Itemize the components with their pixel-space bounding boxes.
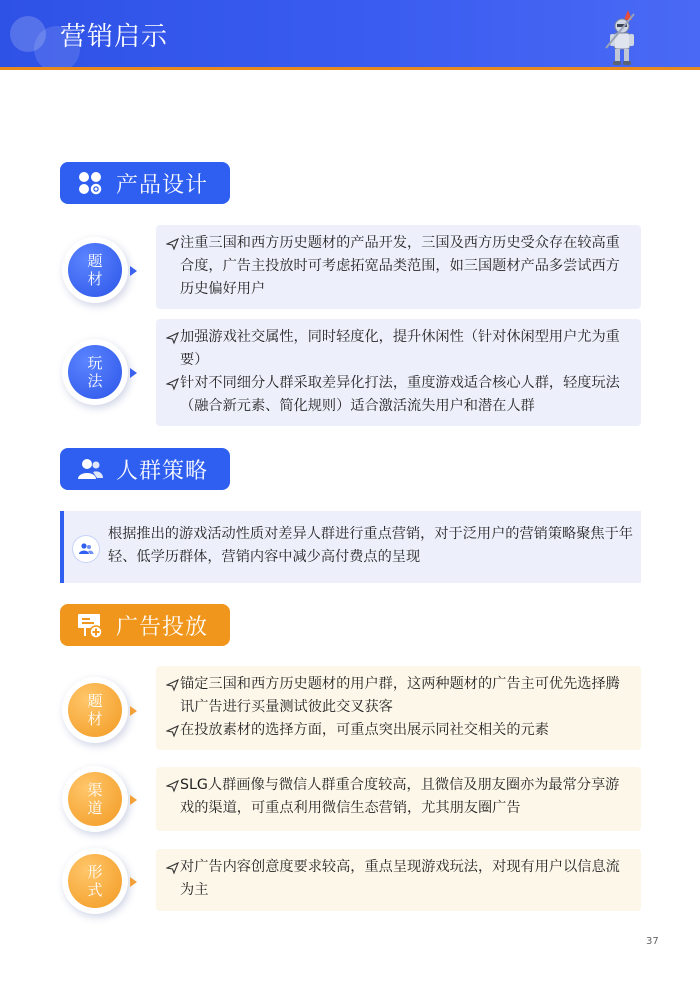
send-arrow-icon [166, 377, 180, 391]
page-title: 营销启示 [60, 22, 169, 52]
knight-mascot-icon [598, 8, 646, 68]
pointer-arrow [130, 368, 137, 378]
send-arrow-icon [166, 331, 180, 345]
list-item: 对广告内容创意度要求较高，重点呈现游戏玩法，对现有用户以信息流为主 [166, 856, 631, 902]
content-box-theme [156, 225, 641, 309]
audience-strategy-box [60, 511, 641, 583]
page-header [0, 0, 700, 70]
billboard-add-icon [76, 611, 104, 639]
list-item: 在投放素材的选择方面，可重点突出展示同社交相关的元素 [166, 719, 631, 742]
category-badge-format: 形 式 [62, 848, 136, 922]
apps-gear-icon [76, 169, 104, 197]
section-heading-audience-strategy [60, 448, 230, 490]
send-arrow-icon [166, 237, 180, 251]
users-icon [72, 535, 100, 563]
pointer-arrow [130, 877, 137, 887]
category-badge-gameplay: 玩 法 [62, 339, 136, 413]
section-title: 人群策略 [116, 458, 209, 484]
page-number: 37 [646, 936, 659, 947]
send-arrow-icon [166, 678, 180, 692]
pointer-arrow [130, 706, 137, 716]
pointer-arrow [130, 795, 137, 805]
send-arrow-icon [166, 779, 180, 793]
send-arrow-icon [166, 861, 180, 875]
users-icon [76, 455, 104, 483]
content-box-channel [156, 767, 641, 831]
audience-strategy-text: 根据推出的游戏活动性质对差异人群进行重点营销，对于泛用户的营销策略聚焦于年轻、低学历群体，营销内容中减少高付费点的呈现 [108, 526, 633, 565]
section-heading-product-design [60, 162, 230, 204]
list-item: 注重三国和西方历史题材的产品开发，三国及西方历史受众存在较高重合度，广告主投放时可考虑拓宽品类范围，如三国题材产品多尝试西方历史偏好用户 [166, 232, 631, 301]
category-badge-theme: 题 材 [62, 677, 136, 751]
list-item: 针对不同细分人群采取差异化打法，重度游戏适合核心人群，轻度玩法（融合新元素、简化规则）适合激活流失用户和潜在人群 [166, 372, 631, 418]
list-item: SLG人群画像与微信人群重合度较高，且微信及朋友圈亦为最常分享游戏的渠道，可重点利用微信生态营销，尤其朋友圈广告 [166, 774, 631, 820]
content-box-gameplay [156, 319, 641, 426]
category-badge-theme: 题 材 [62, 237, 136, 311]
content-box-format [156, 849, 641, 911]
category-badge-channel: 渠 道 [62, 766, 136, 840]
section-heading-ad-placement [60, 604, 230, 646]
section-title: 广告投放 [116, 614, 209, 640]
send-arrow-icon [166, 724, 180, 738]
section-title: 产品设计 [116, 172, 209, 198]
content-box-ad-theme [156, 666, 641, 750]
list-item: 锚定三国和西方历史题材的用户群，这两种题材的广告主可优先选择腾讯广告进行买量测试彼此交叉获客 [166, 673, 631, 719]
list-item: 加强游戏社交属性，同时轻度化，提升休闲性（针对休闲型用户尤为重要） [166, 326, 631, 372]
pointer-arrow [130, 266, 137, 276]
